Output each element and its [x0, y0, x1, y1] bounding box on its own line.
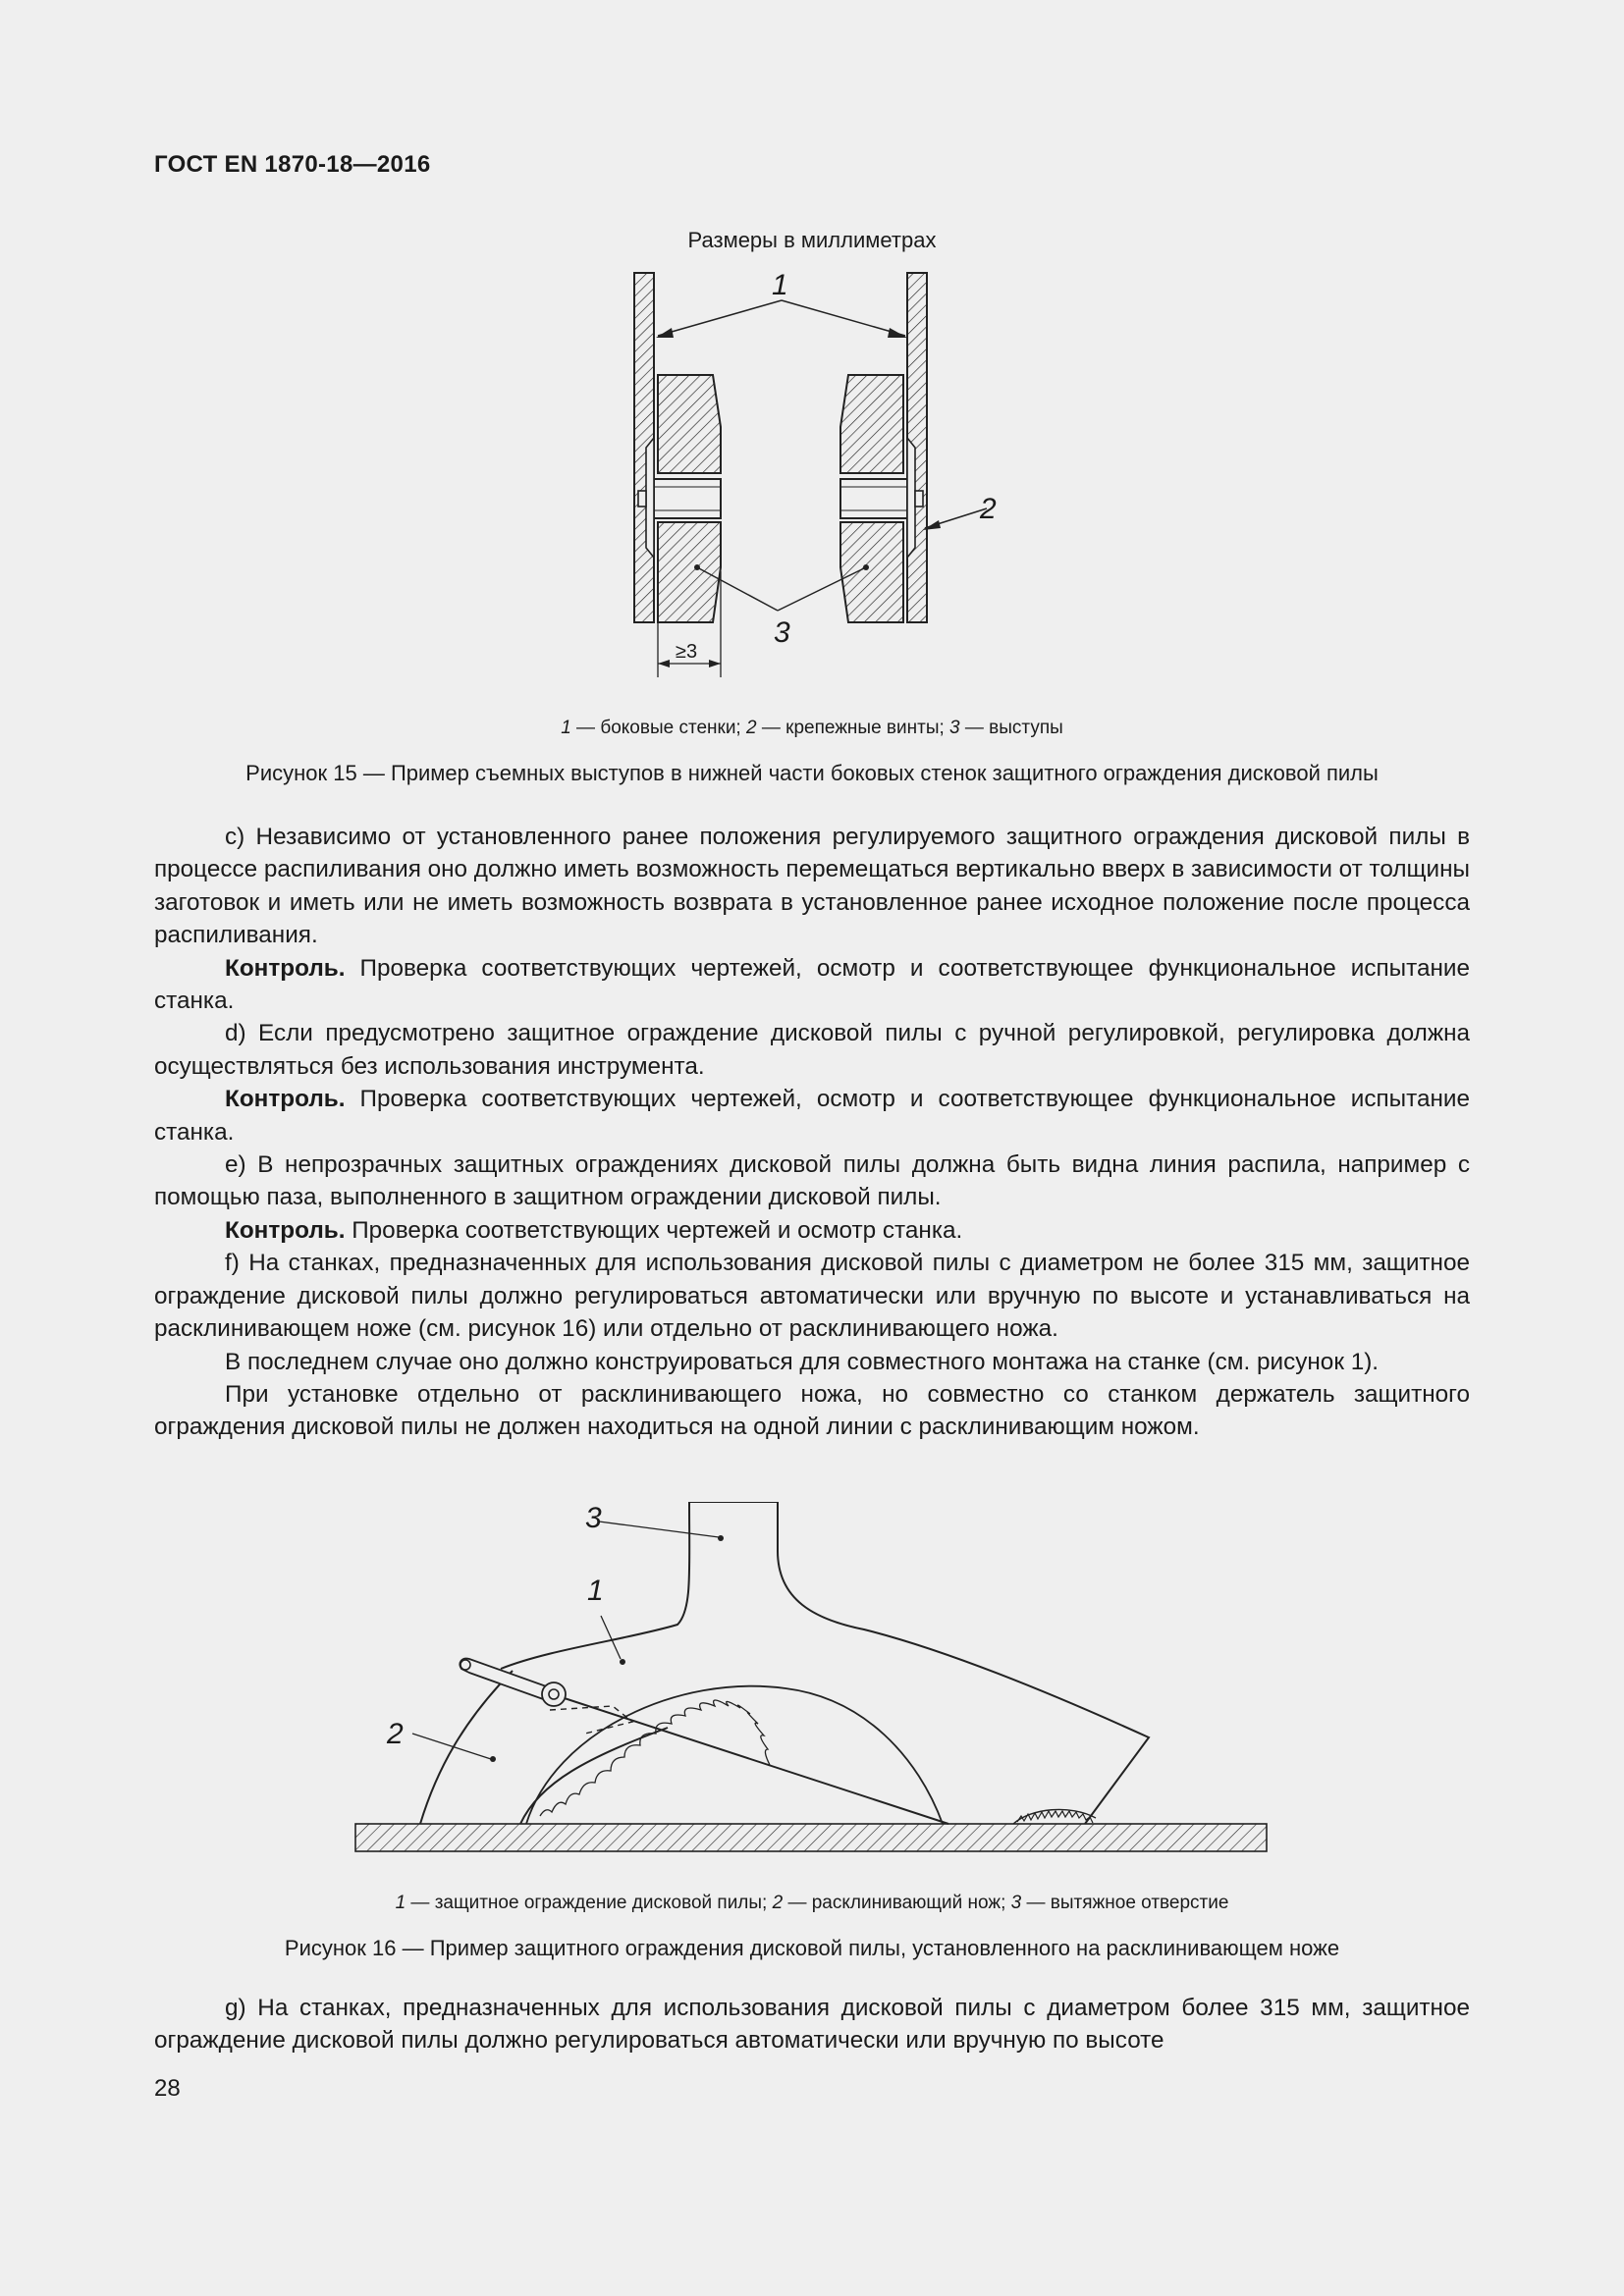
legend-text: — боковые стенки;	[570, 718, 746, 738]
paragraph-e: e) В непрозрачных защитных ограждениях дисковой пилы должна быть видна линия распила, например с помощью паза, выполненного в защитном ограждении дисковой пилы.	[154, 1151, 1470, 1211]
fig15-label-3: 3	[774, 616, 790, 649]
control-label: Контроль.	[225, 1086, 346, 1113]
right-projection-lower	[840, 522, 903, 622]
left-projection-upper	[658, 375, 721, 473]
fig15-dimension: ≥3	[676, 641, 698, 663]
document-header: ГОСТ EN 1870-18—2016	[154, 151, 431, 178]
legend-num: 2	[746, 718, 757, 738]
legend-text: — вытяжное отверстие	[1021, 1893, 1229, 1913]
legend-num: 2	[772, 1893, 784, 1913]
riving-knife	[420, 1671, 513, 1824]
legend-num: 1	[395, 1893, 406, 1913]
figure-15-caption: Рисунок 15 — Пример съемных выступов в нижней части боковых стенок защитного ограждения дисковой пилы	[245, 761, 1379, 785]
fig15-label-2: 2	[980, 493, 997, 525]
main-text	[154, 821, 1470, 1444]
paragraph-control	[154, 1083, 1470, 1148]
paragraph-c: c) Независимо от установленного ранее положения регулируемого защитного ограждения дисковой пилы в процессе распиливания оно должно иметь возможность перемещаться вертикально вверх в зависимости от толщины заготовок и иметь или не иметь возможность возврата в установленное ранее исходное положение после процесса распиливания.	[154, 824, 1470, 949]
control-text: Проверка соответствующих чертежей и осмотр станка.	[345, 1216, 963, 1244]
fig16-label-3: 3	[585, 1502, 602, 1534]
figure-15-legend	[0, 718, 1624, 739]
paragraph-control	[154, 952, 1470, 1018]
figure-15-drawing	[609, 255, 1021, 687]
paragraph-d: d) Если предусмотрено защитное ограждение дисковой пилы с ручной регулировкой, регулировка должна осуществляться без использования инструмента.	[154, 1020, 1470, 1080]
fig15-label-1: 1	[772, 269, 788, 301]
adjustment-lever	[460, 1659, 552, 1700]
machine-table	[355, 1824, 1267, 1851]
figure-16-caption: Рисунок 16 — Пример защитного ограждения дисковой пилы, установленного на расклинивающем ноже	[284, 1936, 1340, 1960]
paragraph-f: f) На станках, предназначенных для использования дисковой пилы с диаметром не более 315 мм, защитное ограждение дисковой пилы должно регулироваться автоматически или вручную по высоте и устанавливаться на расклинивающем ноже (см. рисунок 16) или отдельно от расклинивающего ножа.	[154, 1250, 1470, 1343]
legend-text: — выступы	[959, 718, 1063, 738]
units-note: Размеры в миллиметрах	[687, 228, 937, 252]
control-label: Контроль.	[225, 1216, 346, 1244]
legend-num: 1	[561, 718, 571, 738]
fig16-label-1: 1	[587, 1575, 604, 1607]
legend-num: 3	[949, 718, 960, 738]
main-text-continued	[154, 1992, 1470, 2057]
paragraph-f2: В последнем случае оно должно конструироваться для совместного монтажа на станке (см. рисунок 1).	[225, 1348, 1380, 1375]
right-projection-upper	[840, 375, 903, 473]
control-text: Проверка соответствующих чертежей, осмотр и соответствующее функциональное испытание станка.	[154, 1086, 1470, 1146]
figure-16-legend	[0, 1893, 1624, 1914]
control-text: Проверка соответствующих чертежей, осмотр и соответствующее функциональное испытание станка.	[154, 954, 1470, 1015]
figure-16-drawing	[353, 1502, 1276, 1875]
paragraph-f3: При установке отдельно от расклинивающего ножа, но совместно со станком держатель защитного ограждения дисковой пилы не должен находиться на одной линии с расклинивающим ножом.	[154, 1380, 1470, 1441]
legend-text: — крепежные винты;	[756, 718, 950, 738]
left-projection-lower	[658, 522, 721, 622]
legend-num: 3	[1010, 1893, 1022, 1913]
control-label: Контроль.	[225, 954, 346, 982]
page-number: 28	[154, 2075, 181, 2102]
paragraph-control	[154, 1214, 1470, 1247]
legend-text: — расклинивающий нож;	[783, 1893, 1011, 1913]
fixing-screw	[915, 491, 923, 507]
fig16-label-2: 2	[387, 1718, 404, 1750]
paragraph-g: g) На станках, предназначенных для использования дисковой пилы с диаметром более 315 мм, защитное ограждение дисковой пилы должно регулироваться автоматически или вручную по высоте	[154, 1995, 1470, 2055]
legend-text: — защитное ограждение дисковой пилы;	[406, 1893, 773, 1913]
